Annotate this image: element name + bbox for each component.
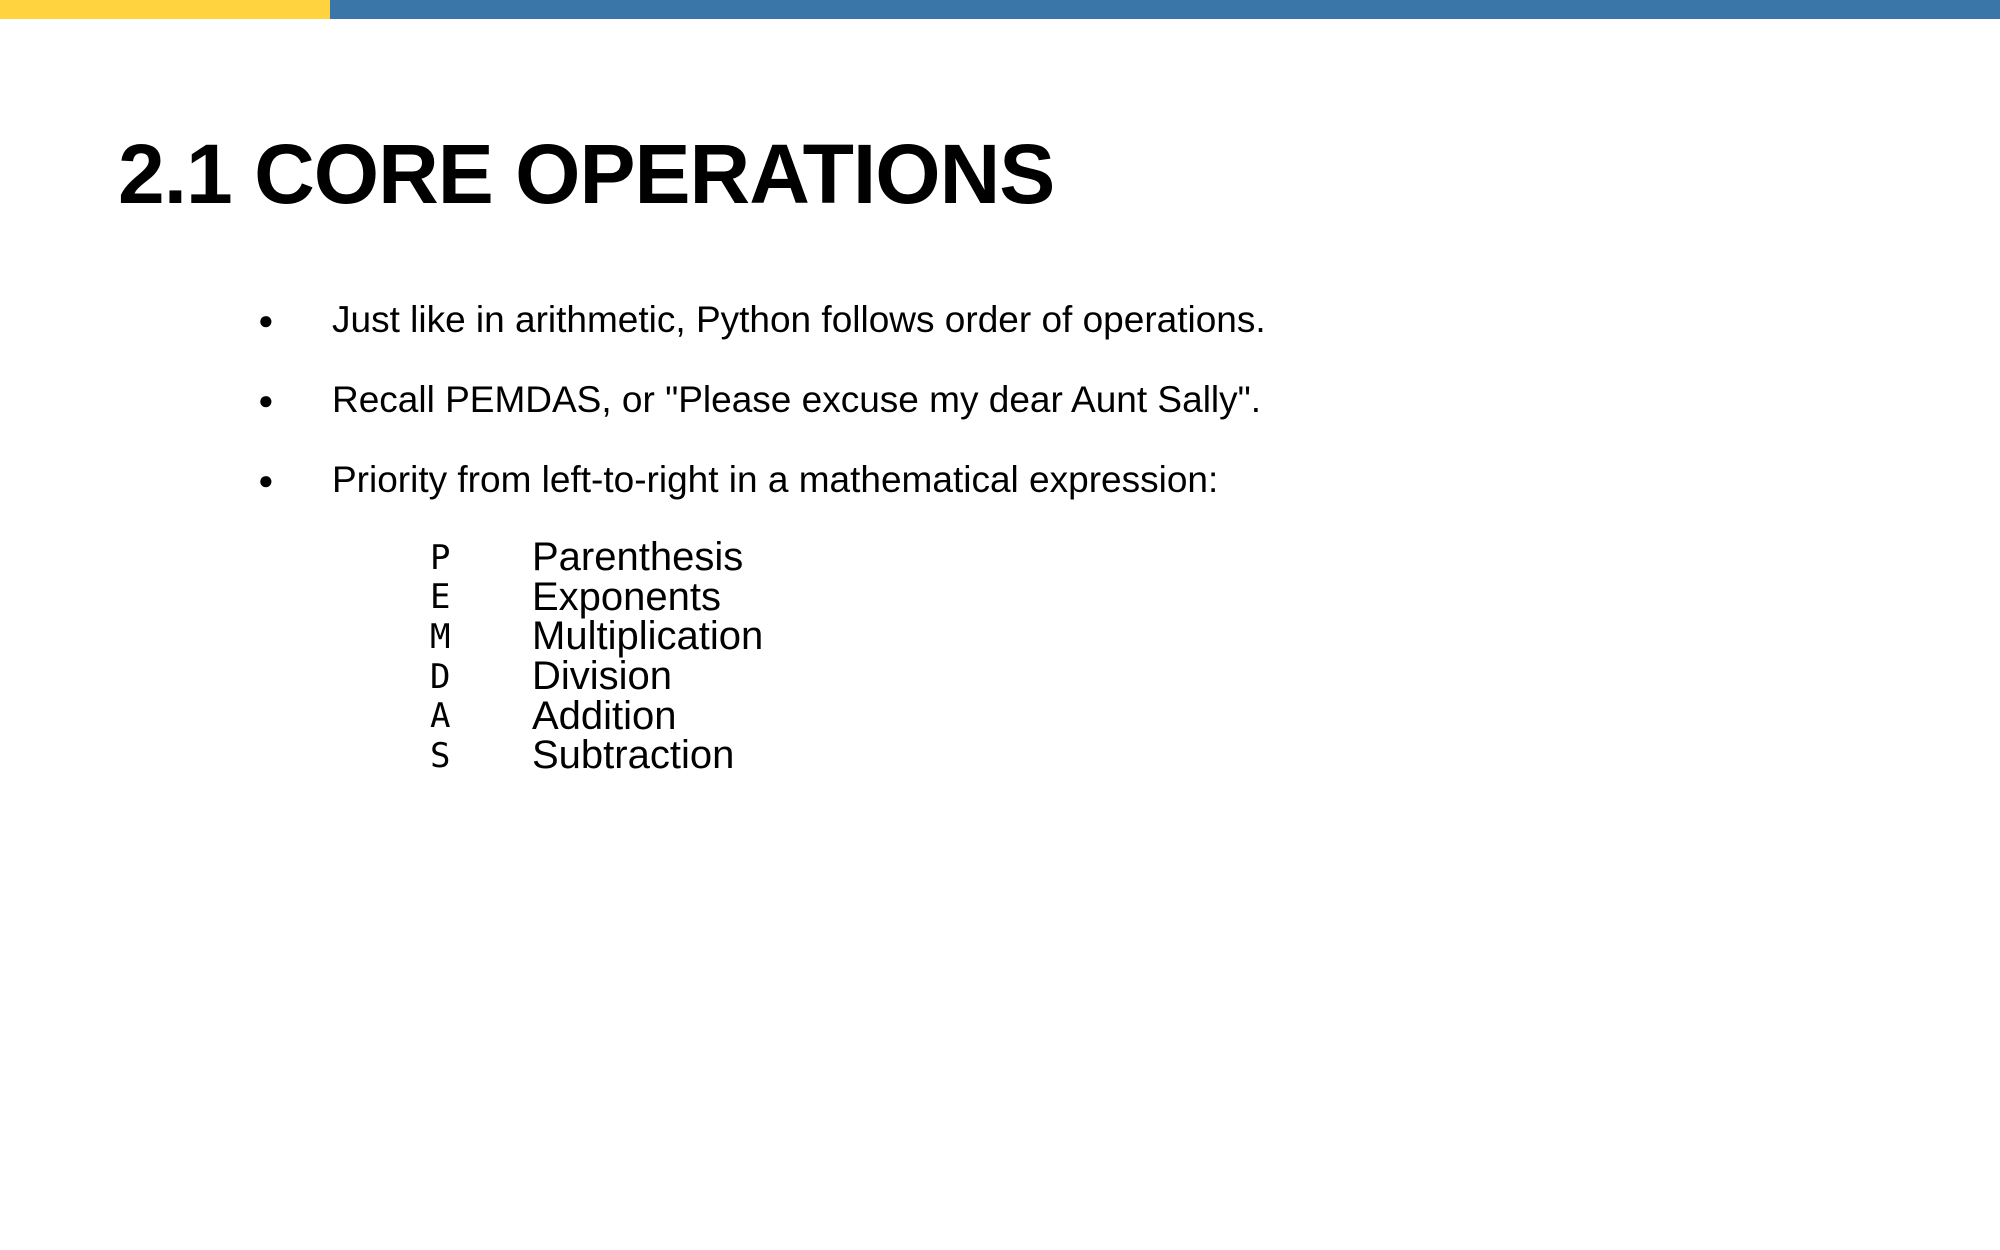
bullet-list	[258, 293, 1266, 533]
pemdas-letter: P	[430, 537, 451, 578]
pemdas-letter: D	[430, 656, 451, 697]
pemdas-letter: E	[430, 577, 451, 618]
pemdas-letter: M	[430, 616, 451, 657]
pemdas-row	[430, 574, 763, 619]
top-color-bar	[0, 0, 2000, 19]
pemdas-letter: A	[430, 696, 451, 737]
top-bar-accent-segment	[0, 0, 330, 19]
pemdas-row	[430, 535, 763, 580]
pemdas-word: Division	[532, 654, 673, 699]
pemdas-letter: S	[430, 735, 451, 776]
bullet-text: Recall PEMDAS, or "Please excuse my dear Aunt Sally".	[332, 379, 1262, 420]
bullet-dot-icon: ●	[258, 464, 274, 495]
pemdas-word: Parenthesis	[532, 535, 744, 580]
pemdas-row	[430, 693, 763, 738]
bullet-item	[258, 373, 1266, 427]
bullet-dot-icon: ●	[258, 384, 274, 415]
pemdas-row	[430, 614, 764, 659]
bullet-text: Priority from left-to-right in a mathematical expression:	[332, 459, 1219, 500]
bullet-item	[258, 293, 1266, 347]
pemdas-row	[430, 733, 763, 778]
pemdas-word: Addition	[532, 693, 677, 738]
bullet-text: Just like in arithmetic, Python follows order of operations.	[332, 299, 1266, 340]
bullet-item	[258, 453, 1266, 507]
pemdas-word: Subtraction	[532, 733, 735, 778]
pemdas-word: Multiplication	[532, 614, 764, 659]
pemdas-word: Exponents	[532, 574, 722, 619]
pemdas-list	[430, 535, 764, 778]
top-bar-main-segment	[330, 0, 2000, 19]
bullet-dot-icon: ●	[258, 304, 274, 335]
slide-title: 2.1 CORE OPERATIONS	[118, 127, 1055, 221]
pemdas-row	[430, 654, 763, 699]
